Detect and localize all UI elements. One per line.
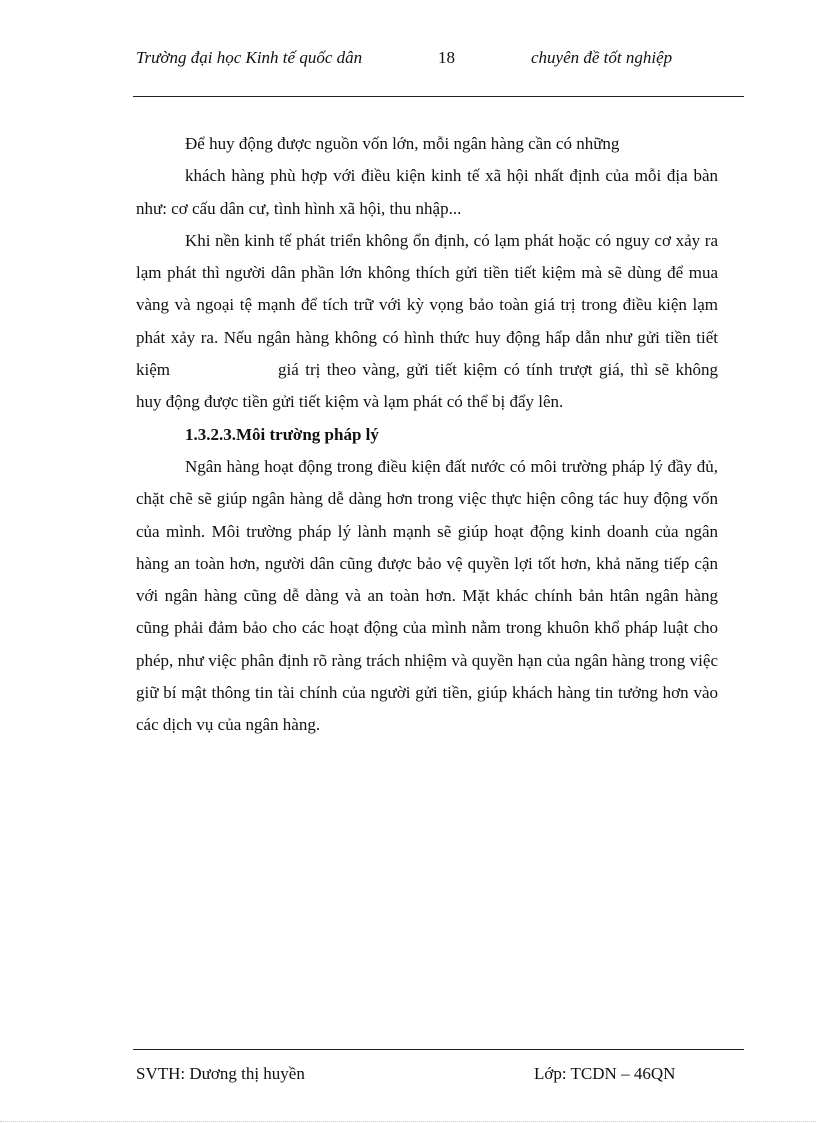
document-body — [136, 128, 718, 742]
paragraph-intro: Để huy động được nguồn vốn lớn, mỗi ngân hàng cần có những — [185, 134, 620, 153]
footer-rule — [133, 1049, 744, 1050]
header-school-name: Trường đại học Kinh tế quốc dân — [136, 48, 363, 67]
paragraph-customers: khách hàng phù hợp với điều kiện kinh tế xã hội nhất định của mỗi địa bàn như: cơ cấu dân cư, tình hình xã hội, thu nhập... — [136, 166, 718, 218]
page-edge — [0, 1121, 816, 1122]
section-heading: 1.3.2.3.Môi trường pháp lý — [185, 424, 379, 444]
paragraph-legal-environment: Ngân hàng hoạt động trong điều kiện đất nước có môi trường pháp lý đầy đủ, chặt chẽ sẽ giúp ngân hàng dễ dàng hơn trong việc thực hiện công tác huy động vốn của mình. Môi trường pháp lý lành mạnh sẽ giúp hoạt động kinh doanh của ngân hàng an toàn hơn, người dân cũng được bảo vệ quyền lợi tốt hơn, khả năng tiếp cận với ngân hàng cũng dễ dàng và an toàn hơn. Mặt khác chính bản htân ngân hàng cũng phải đảm bảo cho các hoạt động của mình nằm trong khuôn khổ pháp luật cho phép, như việc phân định rõ ràng trách nhiệm và quyền hạn của ngân hàng trong việc giữ bí mật thông tin tài chính của người gửi tiền, giúp khách hàng tin tưởng hơn vào các dịch vụ của ngân hàng. — [136, 456, 718, 735]
paragraph-inflation — [136, 225, 718, 419]
paragraph-inflation-part2: giá trị theo vàng, gửi tiết kiệm có tính trượt giá, thì sẽ không huy động được tiền gửi tiết kiệm và lạm phát có thể bị đẩy lên. — [136, 360, 718, 412]
page-header — [136, 48, 744, 74]
footer-class-code: Lớp: TCDN – 46QN — [534, 1064, 676, 1083]
header-page-number: 18 — [438, 48, 455, 67]
footer-student-name: SVTH: Dương thị huyền — [136, 1064, 305, 1083]
header-rule — [133, 96, 744, 97]
header-document-type: chuyên đề tốt nghiệp — [531, 48, 673, 67]
paragraph-inflation-part1: Khi nền kinh tế phát triển không ổn định, có lạm phát hoặc có nguy cơ xảy ra lạm phát thì người dân phần lớn không thích gửi tiền tiết kiệm mà sẽ dùng để mua vàng và ngoại tệ mạnh để tích trữ với kỳ vọng bảo toàn giá trị trong điều kiện lạm phát xảy ra. Nếu ngân hàng không có hình thức huy động hấp dẫn như gửi tiền tiết kiệm — [136, 230, 718, 380]
